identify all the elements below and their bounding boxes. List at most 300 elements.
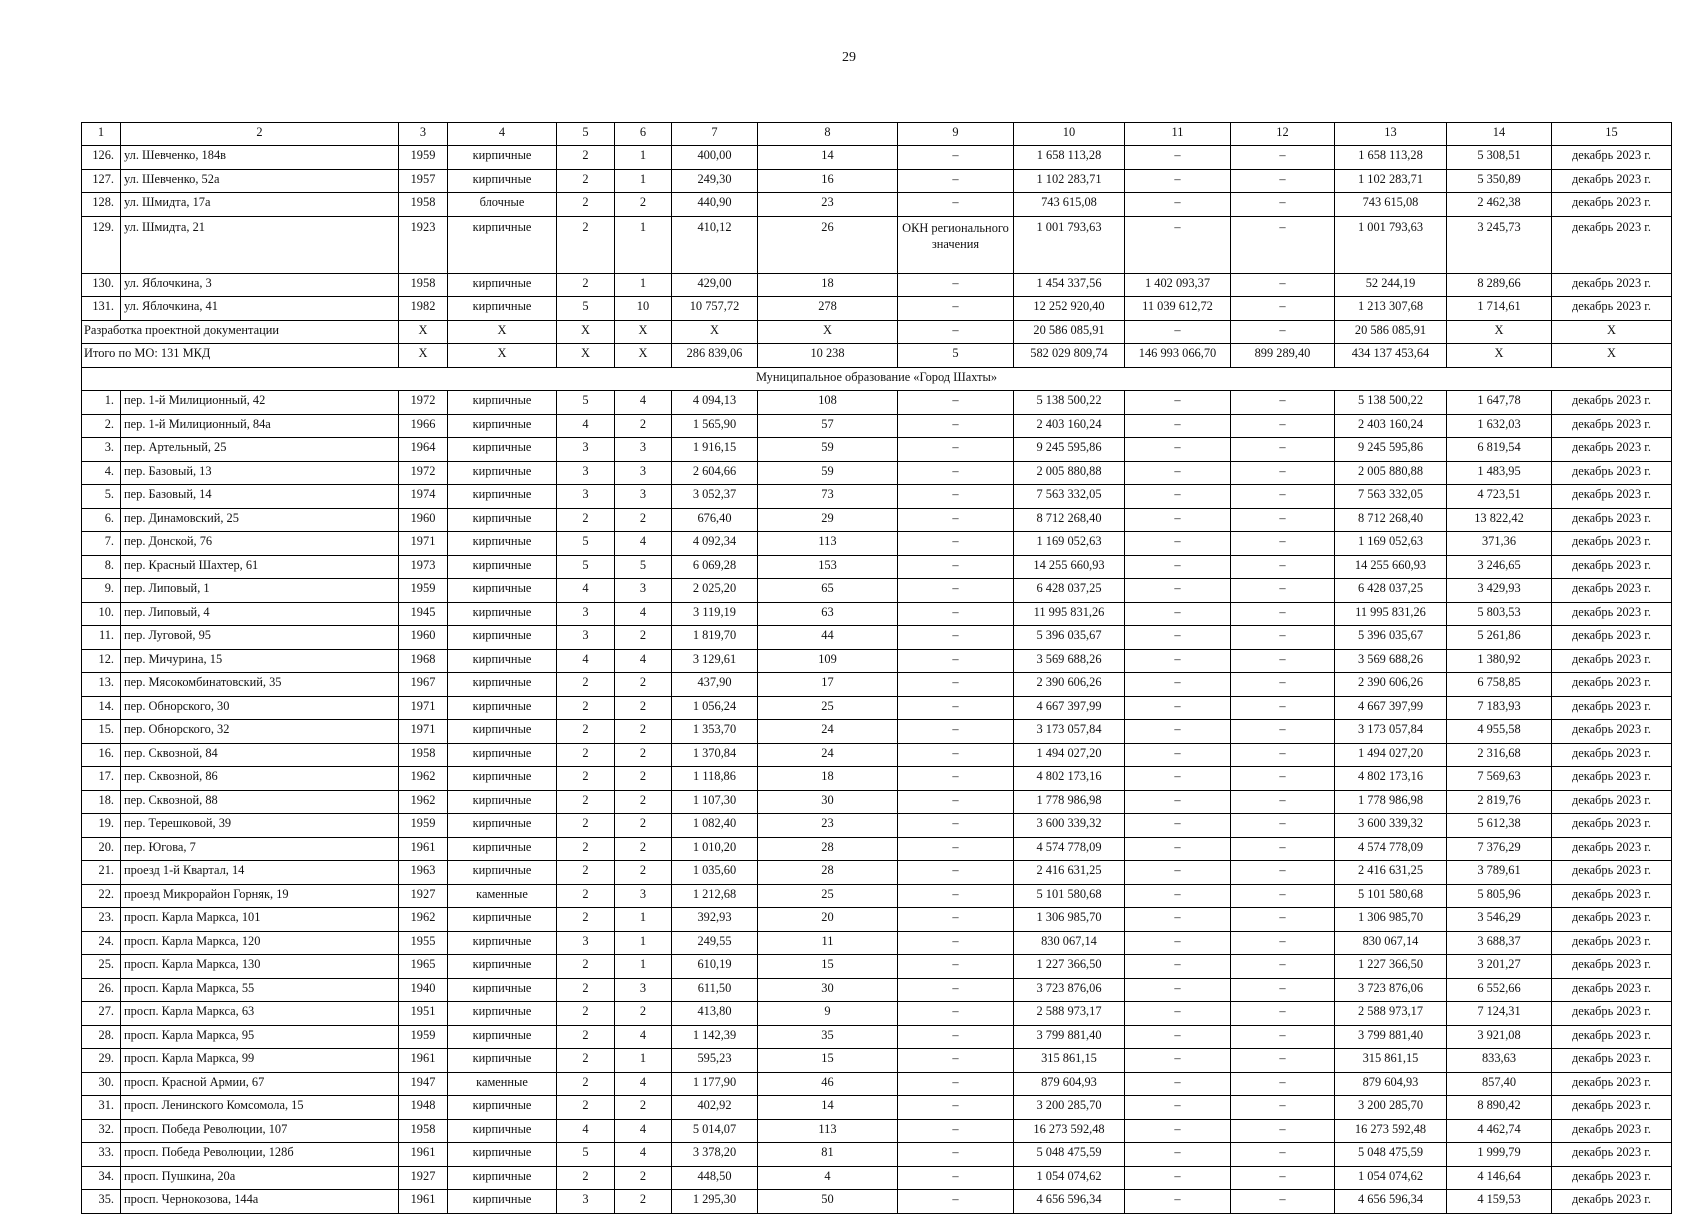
table-cell: 16 273 592,48 — [1335, 1119, 1447, 1143]
table-cell: 15 — [758, 1049, 898, 1073]
table-cell: 1 658 113,28 — [1014, 146, 1125, 170]
table-cell: 743 615,08 — [1335, 193, 1447, 217]
table-cell: ул. Яблочкина, 3 — [121, 273, 399, 297]
table-cell: 2 — [557, 696, 615, 720]
column-header: 1 — [82, 123, 121, 146]
table-cell: 4 094,13 — [672, 391, 758, 415]
table-cell: 830 067,14 — [1335, 931, 1447, 955]
table-cell: 28. — [82, 1025, 121, 1049]
table-cell: 11. — [82, 626, 121, 650]
table-cell: просп. Чернокозова, 144а — [121, 1190, 399, 1214]
table-cell: – — [1231, 1002, 1335, 1026]
table-cell: – — [1125, 861, 1231, 885]
table-cell: декабрь 2023 г. — [1552, 532, 1672, 556]
table-cell: – — [1125, 673, 1231, 697]
table-cell: – — [1125, 1166, 1231, 1190]
table-cell: 5 612,38 — [1447, 814, 1552, 838]
table-cell: 14 255 660,93 — [1014, 555, 1125, 579]
table-cell: 1957 — [399, 169, 448, 193]
table-cell: – — [898, 696, 1014, 720]
column-header: 8 — [758, 123, 898, 146]
table-cell: 1951 — [399, 1002, 448, 1026]
table-cell: 2 — [557, 861, 615, 885]
table-cell: 1 102 283,71 — [1335, 169, 1447, 193]
table-cell: 11 039 612,72 — [1125, 297, 1231, 321]
table-cell: 4 667 397,99 — [1335, 696, 1447, 720]
table-cell: 4 — [615, 1119, 672, 1143]
table-cell: 8. — [82, 555, 121, 579]
table-cell: 1 035,60 — [672, 861, 758, 885]
table-cell: 2 — [557, 1002, 615, 1026]
table-cell: – — [1125, 438, 1231, 462]
table-cell: – — [1231, 169, 1335, 193]
table-cell: 5 — [898, 344, 1014, 368]
table-cell: 46 — [758, 1072, 898, 1096]
table-cell: 4 — [557, 414, 615, 438]
table-cell: – — [1231, 649, 1335, 673]
table-cell: 9 — [758, 1002, 898, 1026]
table-cell: 1 056,24 — [672, 696, 758, 720]
table-cell: – — [1125, 579, 1231, 603]
table-cell: 4 462,74 — [1447, 1119, 1552, 1143]
table-cell: 595,23 — [672, 1049, 758, 1073]
table-cell: 52 244,19 — [1335, 273, 1447, 297]
table-cell: 3 — [557, 438, 615, 462]
table-cell: – — [898, 438, 1014, 462]
table-cell: 2 — [615, 743, 672, 767]
table-cell: 5 101 580,68 — [1335, 884, 1447, 908]
table-cell: декабрь 2023 г. — [1552, 1002, 1672, 1026]
table-cell: 35 — [758, 1025, 898, 1049]
table-cell: – — [1125, 391, 1231, 415]
table-cell: 63 — [758, 602, 898, 626]
table-cell: 6. — [82, 508, 121, 532]
table-cell: 5 396 035,67 — [1335, 626, 1447, 650]
table-row — [82, 273, 1672, 297]
table-cell: 429,00 — [672, 273, 758, 297]
table-cell: 1 082,40 — [672, 814, 758, 838]
table-cell: 3 173 057,84 — [1335, 720, 1447, 744]
table-cell: 1965 — [399, 955, 448, 979]
table-cell: ул. Шевченко, 184в — [121, 146, 399, 170]
table-cell: ОКН регионального значения — [898, 216, 1014, 273]
table-cell: 20 586 085,91 — [1014, 320, 1125, 344]
table-cell: 18 — [758, 273, 898, 297]
table-cell: 59 — [758, 438, 898, 462]
table-cell: 25 — [758, 884, 898, 908]
table-cell: 23. — [82, 908, 121, 932]
table-cell: 392,93 — [672, 908, 758, 932]
table-cell: 1962 — [399, 767, 448, 791]
table-cell: 2 — [615, 1166, 672, 1190]
table-cell: X — [1552, 344, 1672, 368]
table-cell: 19. — [82, 814, 121, 838]
table-cell: 1 658 113,28 — [1335, 146, 1447, 170]
table-cell: 10. — [82, 602, 121, 626]
table-cell: 1 778 986,98 — [1335, 790, 1447, 814]
table-cell: 127. — [82, 169, 121, 193]
table-cell: 2 — [557, 978, 615, 1002]
table-cell: 315 861,15 — [1335, 1049, 1447, 1073]
table-cell: 2 005 880,88 — [1335, 461, 1447, 485]
table-cell: 2 — [557, 216, 615, 273]
table-cell: – — [1125, 1025, 1231, 1049]
table-cell: пер. Сквозной, 86 — [121, 767, 399, 791]
table-cell: 24. — [82, 931, 121, 955]
table-cell: 3 — [557, 602, 615, 626]
table-cell: 1 714,61 — [1447, 297, 1552, 321]
table-cell: – — [1231, 555, 1335, 579]
table-cell: пер. Мясокомбинатовский, 35 — [121, 673, 399, 697]
table-cell: – — [1231, 1049, 1335, 1073]
table-cell: кирпичные — [448, 391, 557, 415]
table-cell: 5 — [557, 297, 615, 321]
table-cell: просп. Карла Маркса, 130 — [121, 955, 399, 979]
table-cell: 611,50 — [672, 978, 758, 1002]
table-cell: – — [1231, 1025, 1335, 1049]
table-cell: 20. — [82, 837, 121, 861]
table-cell: 12. — [82, 649, 121, 673]
table-cell: 413,80 — [672, 1002, 758, 1026]
table-row — [82, 508, 1672, 532]
table-cell: 29. — [82, 1049, 121, 1073]
table-cell: 73 — [758, 485, 898, 509]
table-row — [82, 485, 1672, 509]
table-cell: 1959 — [399, 1025, 448, 1049]
table-cell: – — [1231, 720, 1335, 744]
table-cell: 2 — [557, 955, 615, 979]
table-cell: 33. — [82, 1143, 121, 1167]
table-cell: просп. Победа Революции, 107 — [121, 1119, 399, 1143]
table-cell: – — [1125, 555, 1231, 579]
table-cell: 10 — [615, 297, 672, 321]
table-cell: 1962 — [399, 908, 448, 932]
table-cell: – — [898, 767, 1014, 791]
table-cell: 1961 — [399, 1049, 448, 1073]
table-cell: 24 — [758, 720, 898, 744]
table-row — [82, 978, 1672, 1002]
table-cell: 13. — [82, 673, 121, 697]
table-row — [82, 391, 1672, 415]
table-cell: 743 615,08 — [1014, 193, 1125, 217]
table-cell: 146 993 066,70 — [1125, 344, 1231, 368]
table-cell: 1959 — [399, 814, 448, 838]
table-cell: 2 — [615, 193, 672, 217]
table-cell: кирпичные — [448, 861, 557, 885]
table-cell: просп. Карла Маркса, 120 — [121, 931, 399, 955]
table-cell: декабрь 2023 г. — [1552, 414, 1672, 438]
table-cell: 4 — [557, 649, 615, 673]
table-cell: 30 — [758, 790, 898, 814]
table-row — [82, 720, 1672, 744]
table-cell: – — [898, 1119, 1014, 1143]
table-cell: кирпичные — [448, 1025, 557, 1049]
table-cell: 7 569,63 — [1447, 767, 1552, 791]
table-cell: декабрь 2023 г. — [1552, 216, 1672, 273]
table-cell: 5 261,86 — [1447, 626, 1552, 650]
table-cell: 3 — [615, 978, 672, 1002]
table-cell: 1945 — [399, 602, 448, 626]
table-cell: 2 — [615, 837, 672, 861]
table-cell: 109 — [758, 649, 898, 673]
table-cell: 4 723,51 — [1447, 485, 1552, 509]
table-cell: – — [1231, 837, 1335, 861]
table-cell: – — [1125, 532, 1231, 556]
table-cell: 2 — [557, 146, 615, 170]
table-cell: пер. Красный Шахтер, 61 — [121, 555, 399, 579]
table-cell: 1923 — [399, 216, 448, 273]
table-cell: 1 632,03 — [1447, 414, 1552, 438]
table-cell: 10 238 — [758, 344, 898, 368]
table-cell: 5. — [82, 485, 121, 509]
table-cell: кирпичные — [448, 1166, 557, 1190]
table-cell: кирпичные — [448, 508, 557, 532]
table-cell: 4 802 173,16 — [1014, 767, 1125, 791]
table-cell: 3. — [82, 438, 121, 462]
table-cell: 16 273 592,48 — [1014, 1119, 1125, 1143]
table-cell: – — [1231, 767, 1335, 791]
table-cell: 5 014,07 — [672, 1119, 758, 1143]
table-cell: 14. — [82, 696, 121, 720]
table-cell: декабрь 2023 г. — [1552, 673, 1672, 697]
table-cell: 7. — [82, 532, 121, 556]
table-cell: – — [898, 579, 1014, 603]
column-header: 9 — [898, 123, 1014, 146]
table-cell: – — [898, 485, 1014, 509]
table-cell: 113 — [758, 532, 898, 556]
table-cell: 610,19 — [672, 955, 758, 979]
table-cell: – — [898, 532, 1014, 556]
table-cell: кирпичные — [448, 1002, 557, 1026]
table-cell: каменные — [448, 1072, 557, 1096]
table-cell: 3 — [615, 884, 672, 908]
table-cell: 2 005 880,88 — [1014, 461, 1125, 485]
table-cell: 2 — [557, 193, 615, 217]
table-cell: 25 — [758, 696, 898, 720]
table-cell: – — [898, 884, 1014, 908]
table-cell: кирпичные — [448, 931, 557, 955]
table-cell: 1971 — [399, 532, 448, 556]
table-cell: 879 604,93 — [1335, 1072, 1447, 1096]
table-cell: 400,00 — [672, 146, 758, 170]
table-cell: 7 563 332,05 — [1335, 485, 1447, 509]
table-cell: 1 213 307,68 — [1335, 297, 1447, 321]
table-cell: 5 101 580,68 — [1014, 884, 1125, 908]
table-cell: – — [1231, 884, 1335, 908]
table-cell: 5 — [557, 555, 615, 579]
table-cell: просп. Карла Маркса, 63 — [121, 1002, 399, 1026]
table-cell: 8 890,42 — [1447, 1096, 1552, 1120]
table-cell: 3 546,29 — [1447, 908, 1552, 932]
table-cell: кирпичные — [448, 1096, 557, 1120]
table-cell: 81 — [758, 1143, 898, 1167]
table-cell: 1961 — [399, 837, 448, 861]
table-cell: 1 — [615, 273, 672, 297]
table-cell: – — [898, 461, 1014, 485]
table-cell: – — [1231, 955, 1335, 979]
table-cell: 3 723 876,06 — [1335, 978, 1447, 1002]
table-cell: кирпичные — [448, 649, 557, 673]
table-cell: – — [898, 1025, 1014, 1049]
table-cell: 2 — [557, 743, 615, 767]
table-row — [82, 146, 1672, 170]
table-cell: 2 — [615, 1002, 672, 1026]
table-cell: 2 — [557, 1072, 615, 1096]
table-cell: 1 001 793,63 — [1335, 216, 1447, 273]
table-cell: 4 — [615, 1072, 672, 1096]
table-cell: 7 183,93 — [1447, 696, 1552, 720]
table-row — [82, 1072, 1672, 1096]
table-cell: пер. Луговой, 95 — [121, 626, 399, 650]
table-cell: 676,40 — [672, 508, 758, 532]
table-cell: – — [1125, 931, 1231, 955]
table-cell: – — [1125, 193, 1231, 217]
table-cell: X — [758, 320, 898, 344]
table-cell: 20 — [758, 908, 898, 932]
table-cell: кирпичные — [448, 1143, 557, 1167]
table-row — [82, 743, 1672, 767]
table-cell: 1968 — [399, 649, 448, 673]
table-cell: 14 — [758, 1096, 898, 1120]
table-cell: 315 861,15 — [1014, 1049, 1125, 1073]
table-cell: кирпичные — [448, 485, 557, 509]
table-row — [82, 767, 1672, 791]
table-cell: пер. Обнорского, 32 — [121, 720, 399, 744]
table-cell: 1 494 027,20 — [1014, 743, 1125, 767]
table-cell: декабрь 2023 г. — [1552, 273, 1672, 297]
table-cell: 1972 — [399, 461, 448, 485]
table-row — [82, 555, 1672, 579]
section-title: Муниципальное образование «Город Шахты» — [82, 367, 1672, 391]
table-cell: – — [1125, 1143, 1231, 1167]
table-cell: 1 647,78 — [1447, 391, 1552, 415]
table-cell: кирпичные — [448, 837, 557, 861]
table-cell: 11 995 831,26 — [1014, 602, 1125, 626]
table-cell: 1959 — [399, 579, 448, 603]
table-cell: просп. Красной Армии, 67 — [121, 1072, 399, 1096]
table-cell: 35. — [82, 1190, 121, 1214]
table-cell: 857,40 — [1447, 1072, 1552, 1096]
table-cell: – — [898, 814, 1014, 838]
table-cell: 1972 — [399, 391, 448, 415]
table-cell: 3 — [615, 485, 672, 509]
table-cell: 1. — [82, 391, 121, 415]
table-cell: 1940 — [399, 978, 448, 1002]
table-cell: 1960 — [399, 508, 448, 532]
table-cell: 3 799 881,40 — [1014, 1025, 1125, 1049]
table-cell: 830 067,14 — [1014, 931, 1125, 955]
table-cell: 4 667 397,99 — [1014, 696, 1125, 720]
table-cell: – — [1231, 414, 1335, 438]
table-cell: 3 200 285,70 — [1335, 1096, 1447, 1120]
table-cell: 1 295,30 — [672, 1190, 758, 1214]
table-cell: 2 — [557, 508, 615, 532]
table-cell: – — [1125, 461, 1231, 485]
table-cell: 4. — [82, 461, 121, 485]
table-cell: X — [399, 320, 448, 344]
column-header: 2 — [121, 123, 399, 146]
table-cell: 6 758,85 — [1447, 673, 1552, 697]
table-cell: 2 025,20 — [672, 579, 758, 603]
table-cell: декабрь 2023 г. — [1552, 1166, 1672, 1190]
table-cell: 2 — [615, 673, 672, 697]
table-cell: 371,36 — [1447, 532, 1552, 556]
table-cell: – — [898, 649, 1014, 673]
table-cell: 14 255 660,93 — [1335, 555, 1447, 579]
table-cell: декабрь 2023 г. — [1552, 461, 1672, 485]
table-cell: 26. — [82, 978, 121, 1002]
table-cell: 3 — [557, 1190, 615, 1214]
table-cell: 1 — [615, 146, 672, 170]
table-cell: – — [1125, 696, 1231, 720]
table-cell: 5 396 035,67 — [1014, 626, 1125, 650]
table-cell: 3 119,19 — [672, 602, 758, 626]
table-cell: 6 819,54 — [1447, 438, 1552, 462]
table-cell: 2 403 160,24 — [1335, 414, 1447, 438]
table-cell: 278 — [758, 297, 898, 321]
table-cell: – — [1231, 438, 1335, 462]
table-cell: 1 227 366,50 — [1335, 955, 1447, 979]
table-cell: 2 — [615, 1096, 672, 1120]
table-cell: кирпичные — [448, 673, 557, 697]
table-cell: кирпичные — [448, 720, 557, 744]
table-cell: X — [1447, 344, 1552, 368]
table-cell: декабрь 2023 г. — [1552, 743, 1672, 767]
table-cell: – — [1231, 1096, 1335, 1120]
table-cell: 1961 — [399, 1190, 448, 1214]
table-cell: 1958 — [399, 1119, 448, 1143]
table-cell: 4 146,64 — [1447, 1166, 1552, 1190]
table-cell: кирпичные — [448, 1190, 557, 1214]
table-cell: 1 107,30 — [672, 790, 758, 814]
table-cell: 2 — [557, 673, 615, 697]
table-cell: 440,90 — [672, 193, 758, 217]
table-cell: пер. Донской, 76 — [121, 532, 399, 556]
table-cell: – — [1231, 193, 1335, 217]
table-cell: 879 604,93 — [1014, 1072, 1125, 1096]
table-cell: декабрь 2023 г. — [1552, 814, 1672, 838]
table-cell: 4 — [615, 1143, 672, 1167]
table-cell: 3 201,27 — [1447, 955, 1552, 979]
table-cell: – — [898, 1096, 1014, 1120]
table-cell: – — [1231, 1166, 1335, 1190]
table-cell: – — [898, 931, 1014, 955]
table-cell: 8 289,66 — [1447, 273, 1552, 297]
table-cell: – — [1125, 649, 1231, 673]
table-cell: проезд Микрорайон Горняк, 19 — [121, 884, 399, 908]
table-cell: 25. — [82, 955, 121, 979]
table-cell: 4 — [615, 391, 672, 415]
table-cell: 17 — [758, 673, 898, 697]
table-cell: – — [898, 414, 1014, 438]
table-cell: 1 — [615, 1049, 672, 1073]
table-cell: – — [1231, 320, 1335, 344]
table-cell: 1 916,15 — [672, 438, 758, 462]
table-cell: 2 — [615, 814, 672, 838]
table-cell: декабрь 2023 г. — [1552, 720, 1672, 744]
table-cell: X — [557, 344, 615, 368]
table-row — [82, 1143, 1672, 1167]
table-cell: декабрь 2023 г. — [1552, 1072, 1672, 1096]
table-cell: 1959 — [399, 146, 448, 170]
table-cell: – — [898, 391, 1014, 415]
table-cell: 128. — [82, 193, 121, 217]
table-cell: 1974 — [399, 485, 448, 509]
table-cell: 1 169 052,63 — [1014, 532, 1125, 556]
table-cell: декабрь 2023 г. — [1552, 1049, 1672, 1073]
table-cell: декабрь 2023 г. — [1552, 146, 1672, 170]
table-cell: 1 054 074,62 — [1335, 1166, 1447, 1190]
